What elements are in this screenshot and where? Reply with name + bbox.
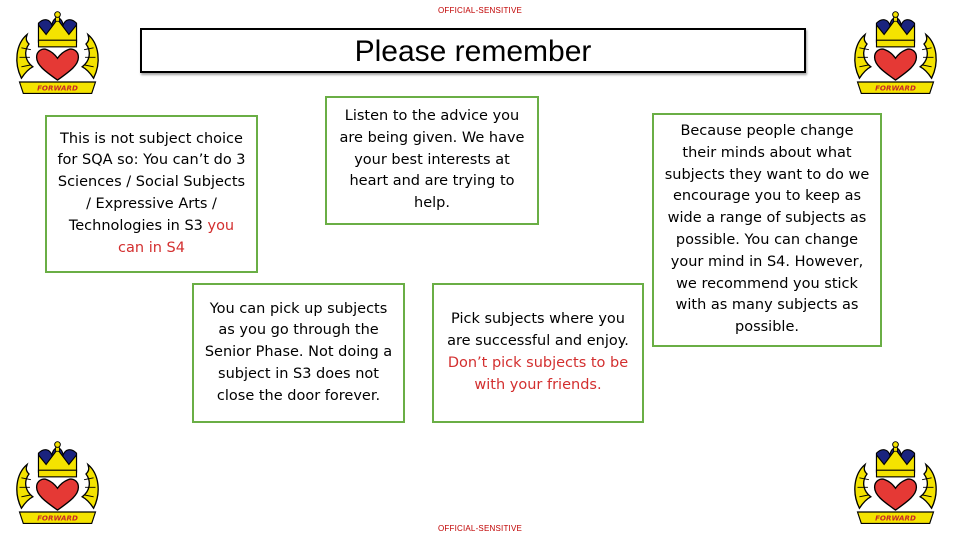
note-advice-text: Listen to the advice you are being given. We have your best interests at heart and are trying to help.	[339, 108, 525, 212]
school-crest-icon	[848, 6, 943, 101]
security-marking-top: OFFICIAL-SENSITIVE	[437, 6, 523, 15]
security-marking-bottom: OFFICIAL-SENSITIVE	[437, 524, 523, 533]
crest-motto: FORWARD	[875, 513, 916, 523]
note-pick-successful	[432, 283, 644, 423]
school-crest-icon	[10, 6, 105, 101]
school-crest-icon	[848, 436, 943, 531]
note-sqa-highlight: you can in S4	[118, 217, 235, 256]
school-crest-icon	[10, 436, 105, 531]
note-sqa-text: This is not subject choice for SQA so: You can’t do 3 Sciences / Social Subjects / Expressive Arts / Technologies in S3	[57, 130, 246, 234]
note-change-mind	[652, 113, 882, 347]
note-sqa-choice	[45, 115, 258, 273]
note-success-text: Pick subjects where you are successful and enjoy.	[447, 311, 629, 350]
note-success-highlight: Don’t pick subjects to be with your friends.	[447, 355, 629, 393]
note-pickup-text: You can pick up subjects as you go through the Senior Phase. Not doing a subject in S3 does not close the door forever.	[204, 300, 393, 404]
crest-motto: FORWARD	[37, 513, 78, 523]
page-title: Please remember	[140, 28, 806, 73]
note-pick-up-subjects	[192, 283, 405, 423]
crest-motto: FORWARD	[875, 83, 916, 93]
crest-motto: FORWARD	[37, 83, 78, 93]
note-listen-advice	[325, 96, 539, 225]
note-change-text: Because people change their minds about what subjects they want to do we encourage you to keep as wide a range of subjects as possible. You can change your mind in S4. However, we recommend you stick with as many subjects as possible.	[664, 123, 870, 336]
